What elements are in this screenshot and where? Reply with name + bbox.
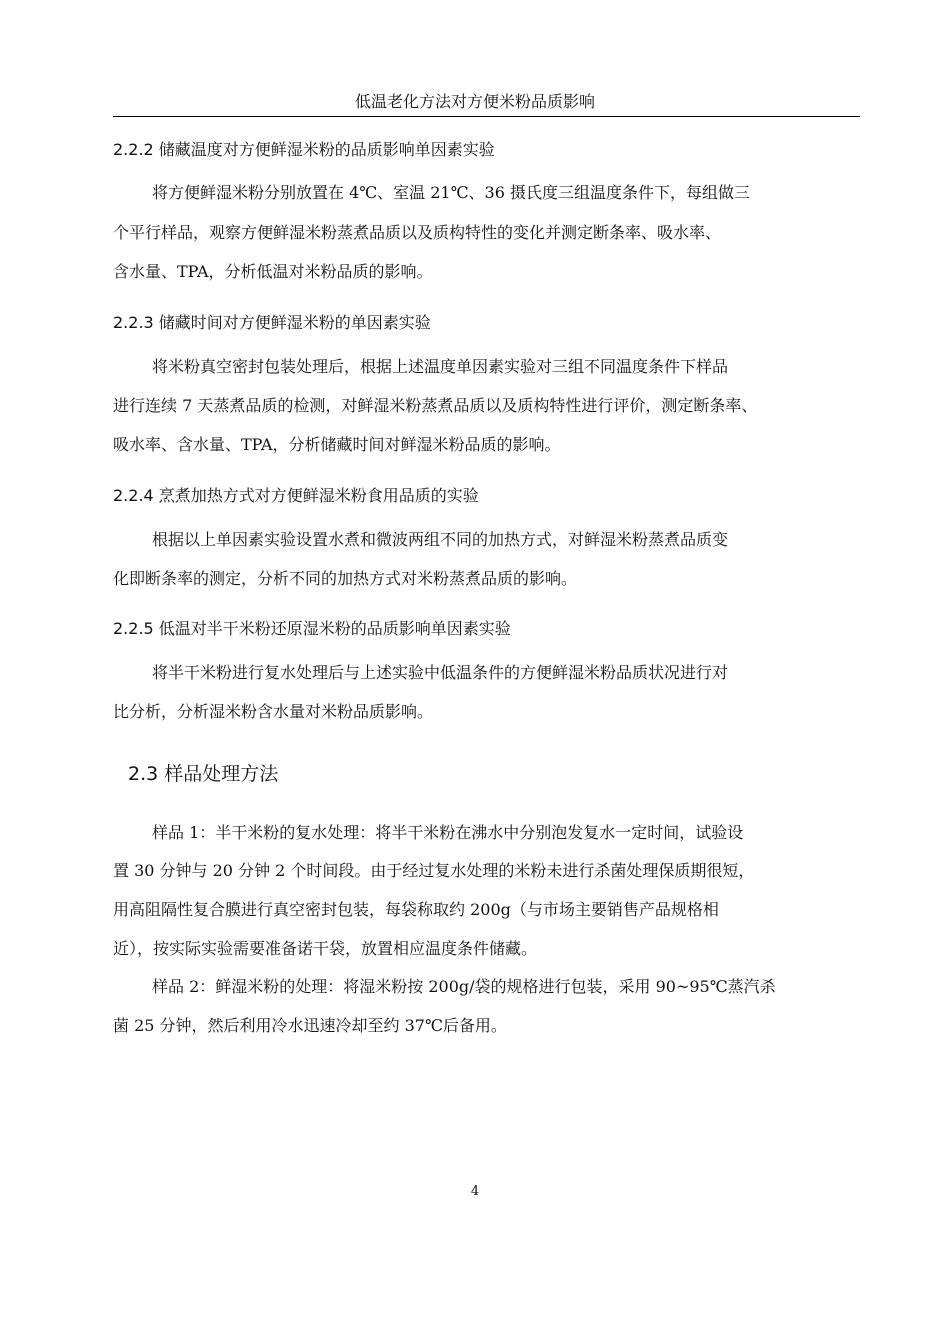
section-heading-2-3: 2.3 样品处理方法 <box>128 763 279 785</box>
paragraph-line: 进行连续 7 天蒸煮品质的检测，对鲜湿米粉蒸煮品质以及质构特性进行评价，测定断条率、 <box>113 396 758 415</box>
header-rule <box>113 116 860 117</box>
section-heading: 2.2.3 储藏时间对方便鲜湿米粉的单因素实验 <box>113 313 431 332</box>
section-heading: 2.2.4 烹煮加热方式对方便鲜湿米粉食用品质的实验 <box>113 486 479 505</box>
paragraph-line: 化即断条率的测定，分析不同的加热方式对米粉蒸煮品质的影响。 <box>113 569 578 588</box>
paragraph-line: 样品 1：半干米粉的复水处理：将半干米粉在沸水中分别泡发复水一定时间，试验设 <box>152 823 744 842</box>
paragraph-line: 样品 2：鲜湿米粉的处理：将湿米粉按 200g/袋的规格进行包装，采用 90~95℃蒸汽杀 <box>152 977 776 996</box>
paragraph-line: 根据以上单因素实验设置水煮和微波两组不同的加热方式，对鲜湿米粉蒸煮品质变 <box>152 530 729 549</box>
running-header: 低温老化方法对方便米粉品质影响 <box>354 92 595 111</box>
paragraph-line: 用高阻隔性复合膜进行真空密封包装，每袋称取约 200g（与市场主要销售产品规格相 <box>113 900 719 919</box>
paragraph-line: 吸水率、含水量、TPA，分析储藏时间对鲜湿米粉品质的影响。 <box>113 435 561 454</box>
paragraph-line: 近），按实际实验需要准备诺干袋，放置相应温度条件储藏。 <box>113 939 538 958</box>
paragraph-line: 比分析，分析湿米粉含水量对米粉品质影响。 <box>113 702 434 721</box>
paragraph-line: 个平行样品，观察方便鲜湿米粉蒸煮品质以及质构特性的变化并测定断条率、吸水率、 <box>113 223 722 242</box>
paragraph-line: 含水量、TPA，分析低温对米粉品质的影响。 <box>113 262 433 281</box>
paragraph-line: 菌 25 分钟，然后利用冷水迅速冷却至约 37℃后备用。 <box>113 1016 507 1035</box>
paragraph-line: 将方便鲜湿米粉分别放置在 4℃、室温 21℃、36 摄氏度三组温度条件下，每组做三 <box>152 183 750 202</box>
page-number: 4 <box>470 1184 480 1199</box>
section-heading: 2.2.5 低温对半干米粉还原湿米粉的品质影响单因素实验 <box>113 619 511 638</box>
paragraph-line: 将米粉真空密封包装处理后，根据上述温度单因素实验对三组不同温度条件下样品 <box>152 357 729 376</box>
section-heading: 2.2.2 储藏温度对方便鲜湿米粉的品质影响单因素实验 <box>113 140 495 159</box>
paragraph-line: 将半干米粉进行复水处理后与上述实验中低温条件的方便鲜湿米粉品质状况进行对 <box>152 663 729 682</box>
paragraph-line: 置 30 分钟与 20 分钟 2 个时间段。由于经过复水处理的米粉未进行杀菌处理保质期很短， <box>113 861 755 880</box>
